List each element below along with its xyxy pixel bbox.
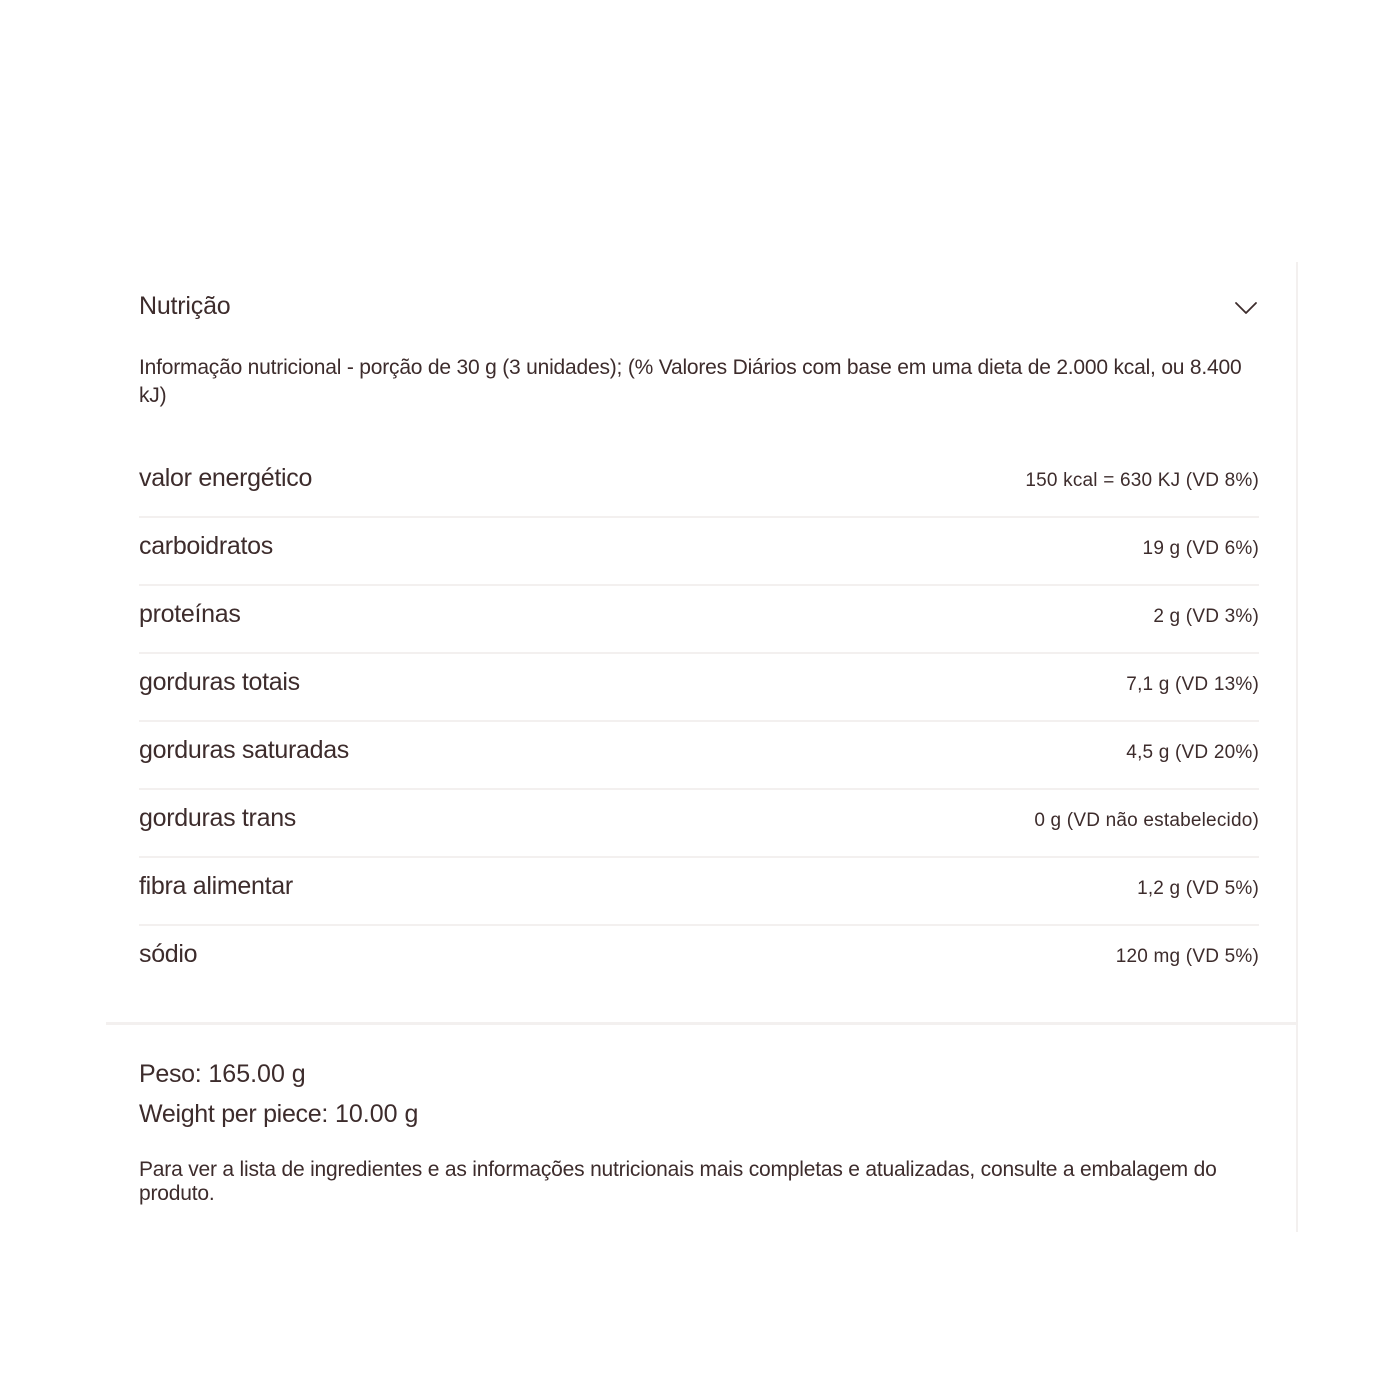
nutrient-label: gorduras trans bbox=[139, 804, 296, 832]
nutrient-label: fibra alimentar bbox=[139, 872, 293, 900]
weight-value: 165.00 g bbox=[208, 1060, 306, 1088]
nutrient-value: 7,1 g (VD 13%) bbox=[1126, 674, 1259, 695]
nutrient-value: 4,5 g (VD 20%) bbox=[1126, 742, 1259, 763]
nutrition-table bbox=[139, 450, 1259, 994]
weight-label: Peso: bbox=[139, 1060, 202, 1088]
piece-weight-value: 10.00 g bbox=[334, 1100, 419, 1128]
table-row bbox=[139, 518, 1259, 586]
section-divider bbox=[106, 1022, 1298, 1025]
nutrition-panel bbox=[106, 262, 1298, 1232]
table-row bbox=[139, 790, 1259, 858]
weight-line bbox=[139, 1054, 418, 1094]
piece-weight-label: Weight per piece: bbox=[139, 1100, 328, 1128]
nutrient-value: 19 g (VD 6%) bbox=[1142, 538, 1259, 559]
nutrient-value: 1,2 g (VD 5%) bbox=[1137, 878, 1259, 899]
table-row bbox=[139, 858, 1259, 926]
nutrient-label: carboidratos bbox=[139, 532, 273, 560]
product-meta bbox=[139, 1054, 418, 1134]
nutrient-value: 0 g (VD não estabelecido) bbox=[1034, 810, 1259, 831]
serving-info-text: Informação nutricional - porção de 30 g (3 unidades); (% Valores Diários com base em uma dieta de 2.000 kcal, ou 8.400 kJ) bbox=[139, 356, 1242, 407]
nutrient-label: valor energético bbox=[139, 464, 313, 492]
nutrient-value: 2 g (VD 3%) bbox=[1153, 606, 1259, 627]
nutrient-value: 120 mg (VD 5%) bbox=[1115, 946, 1259, 967]
nutrient-label: gorduras saturadas bbox=[139, 736, 350, 764]
disclaimer-text: Para ver a lista de ingredientes e as informações nutricionais mais completas e atualizadas, consulte a embalagem do produto. bbox=[139, 1158, 1217, 1205]
table-row bbox=[139, 926, 1259, 994]
nutrient-label: sódio bbox=[139, 940, 198, 968]
nutrient-label: proteínas bbox=[139, 600, 241, 628]
nutrient-label: gorduras totais bbox=[139, 668, 300, 696]
nutrition-title: Nutrição bbox=[139, 292, 231, 320]
table-row bbox=[139, 586, 1259, 654]
nutrient-value: 150 kcal = 630 KJ (VD 8%) bbox=[1025, 470, 1259, 491]
chevron-down-icon[interactable] bbox=[1233, 294, 1259, 320]
table-row bbox=[139, 450, 1259, 518]
nutrition-accordion-toggle[interactable] bbox=[139, 288, 1259, 328]
table-row bbox=[139, 654, 1259, 722]
piece-weight-line bbox=[139, 1094, 418, 1134]
table-row bbox=[139, 722, 1259, 790]
